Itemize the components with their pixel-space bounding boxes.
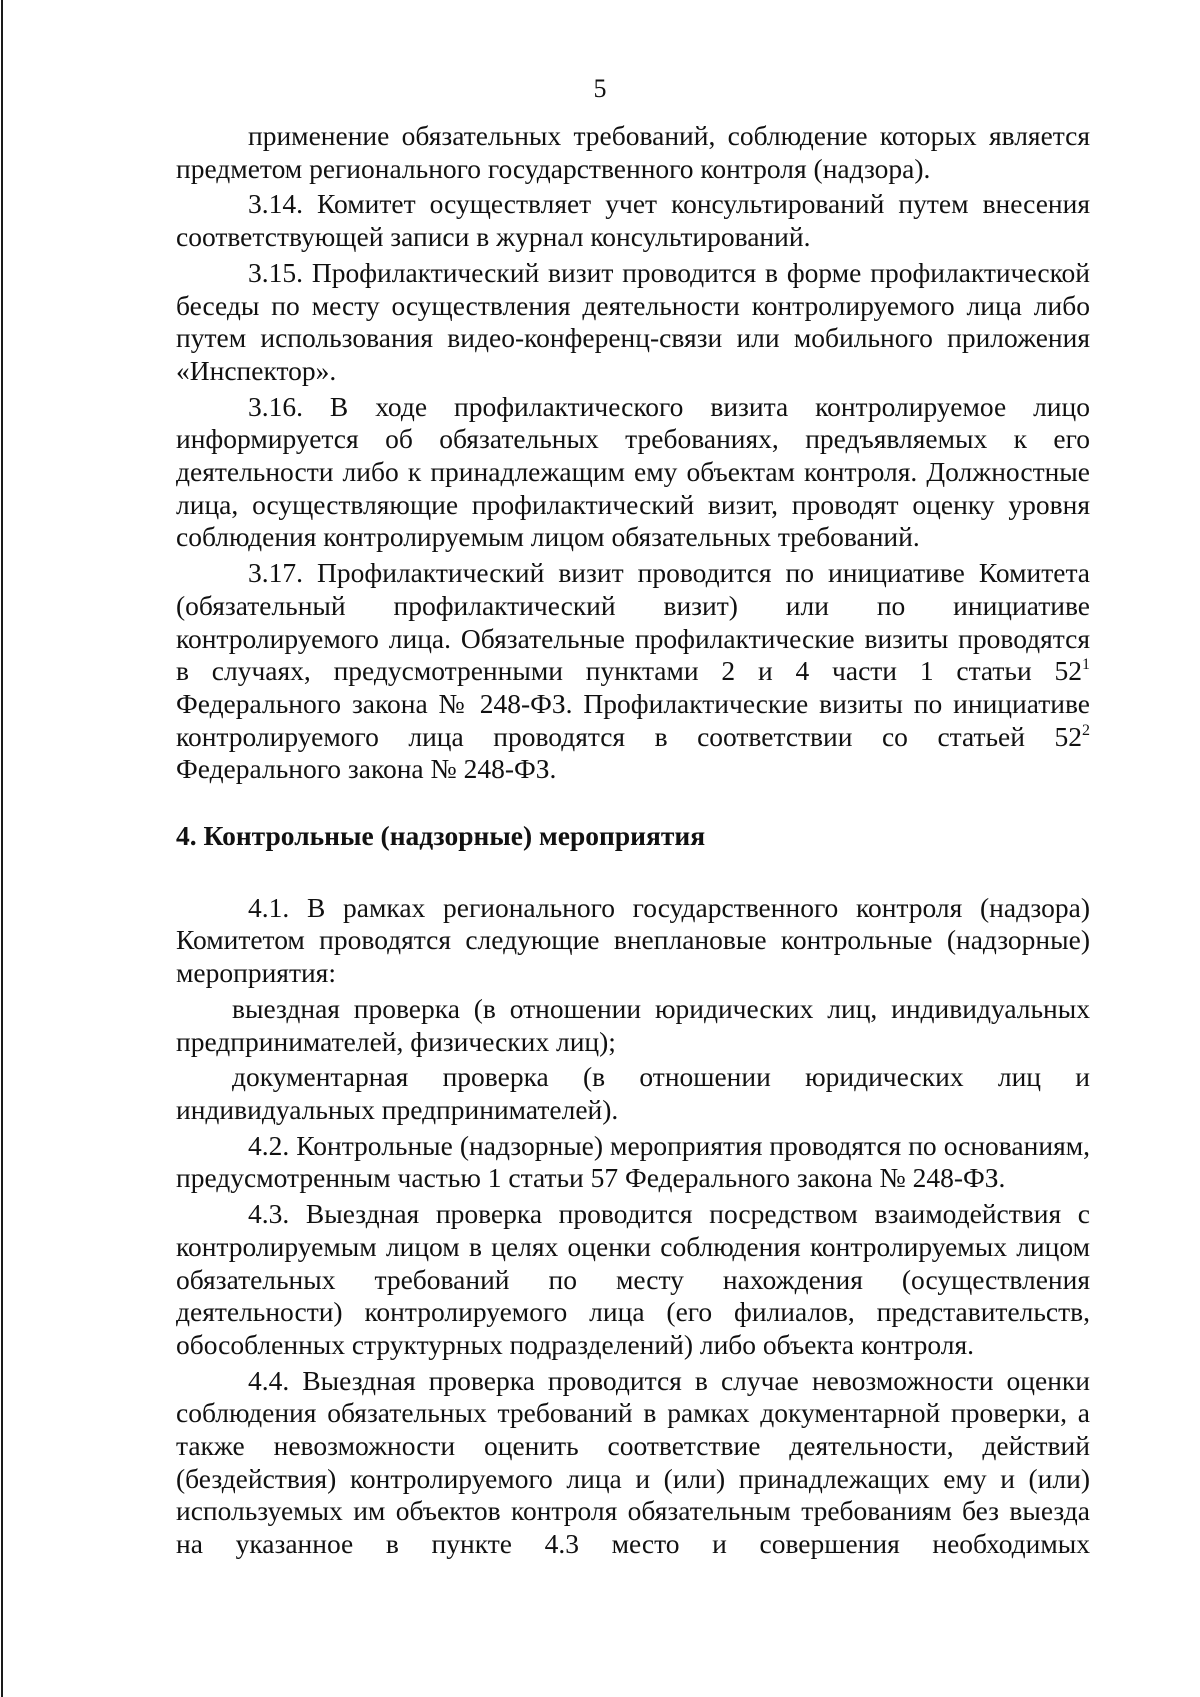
superscript-2: 2 — [1082, 721, 1090, 739]
paragraph-3-13-continuation: применение обязательных требований, соблюдение которых является предметом регионального государственного контроля (надзора). — [176, 120, 1090, 184]
paragraph-4-1: 4.1. В рамках регионального государственного контроля (надзора) Комитетом проводятся следующие внеплановые контрольные (надзорные) мероприятия: — [176, 891, 1090, 989]
paragraph-4-4: 4.4. Выездная проверка проводится в случае невозможности оценки соблюдения обязательных требований в рамках документарной проверки, а также невозможности оценить соответствие деятельности, действий (бездействия) контролируемого лица и (или) принадлежащих ему и (или) используемых им объектов контроля обязательным требованиям без выезда на указанное в пункте 4.3 место и совершения необходимых — [176, 1364, 1090, 1560]
paragraph-3-17-part3: Федерального закона № 248-ФЗ. — [176, 753, 557, 785]
paragraph-3-16: 3.16. В ходе профилактического визита контролируемое лицо информируется об обязательных требованиях, предъявляемых к его деятельности либо к принадлежащим ему объектам контроля. Должностные лица, осуществляющие профилактический визит, проводят оценку уровня соблюдения контролируемым лицом обязательных требований. — [176, 390, 1090, 553]
paragraph-3-17-part2: Федерального закона № 248-ФЗ. Профилактические визиты по инициативе контролируемого лица проводятся в соответствии со статьей 52 — [176, 687, 1090, 752]
paragraph-3-15: 3.15. Профилактический визит проводится в форме профилактической беседы по месту осуществления деятельности контролируемого лица либо путем использования видео-конференц-связи или мобильного приложения «Инспектор». — [176, 256, 1090, 386]
list-item-field-inspection: выездная проверка (в отношении юридических лиц, индивидуальных предпринимателей, физических лиц); — [176, 992, 1090, 1057]
page-number: 5 — [593, 74, 607, 103]
paragraph-3-14: 3.14. Комитет осуществляет учет консультирований путем внесения соответствующей записи в журнал консультирований. — [176, 188, 1090, 253]
paragraph-4-3: 4.3. Выездная проверка проводится посредством взаимодействия с контролируемым лицом в целях оценки соблюдения контролируемых лицом обязательных требований по месту нахождения (осуществления деятельности) контролируемого лица (его филиалов, представительств, обособленных структурных подразделений) либо объекта контроля. — [176, 1198, 1090, 1360]
document-body — [176, 120, 1090, 1561]
section-heading: 4. Контрольные (надзорные) мероприятия — [176, 820, 706, 852]
paragraph-3-17 — [176, 557, 1090, 786]
paragraph-3-17-part1: 3.17. Профилактический визит проводится по инициативе Комитета (обязательный профилактический визит) или по инициативе контролируемого лица. Обязательные профилактические визиты проводятся в случаях, предусмотренными пунктами 2 и 4 части 1 статьи 52 — [176, 557, 1090, 687]
list-item-document-inspection: документарная проверка (в отношении юридических лиц и индивидуальных предпринимателей). — [176, 1061, 1090, 1125]
scan-edge-line — [1, 0, 3, 1697]
superscript-1: 1 — [1082, 656, 1090, 674]
paragraph-4-2: 4.2. Контрольные (надзорные) мероприятия проводятся по основаниям, предусмотренным частью 1 статьи 57 Федерального закона № 248-ФЗ. — [176, 1129, 1090, 1194]
